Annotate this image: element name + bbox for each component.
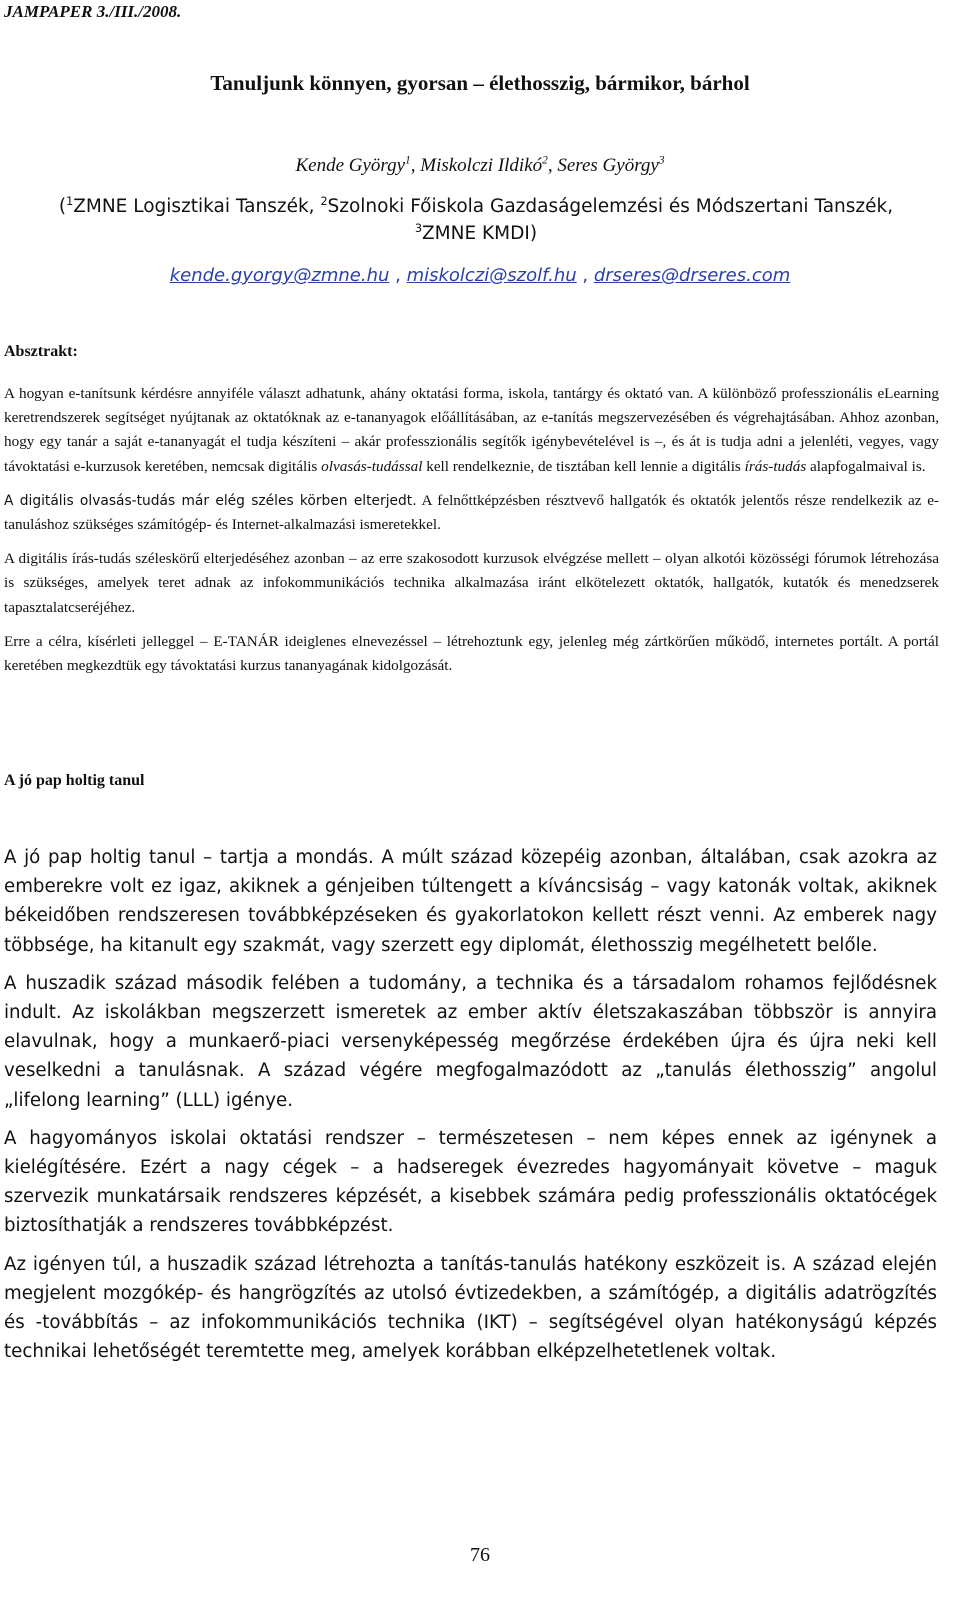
author-emails (0, 265, 960, 286)
body-paragraph: Az igényen túl, a huszadik század létrehozta a tanítás-tanulás hatékony eszközeit is. A század elején megjelent mozgókép- és hangrögzítés az utolsó évtizedekben, a számítógép, a digitális adatrögzítés és -továbbítás – az infokommunikációs technika (IKT) – segítségével olyan hatékonyságú képzés technikai lehetőségét teremtette meg, amelyek korábban elképzelhetetlenek voltak. (4, 1253, 937, 1363)
affiliation-text: ZMNE Logisztikai Tanszék, (73, 196, 321, 217)
abstract-paragraph: A digitális írás-tudás széleskörű elterjedéséhez azonban – az erre szakosodott kurzusok elvégzése mellett – olyan alkotói közösségi fórumok létrehozása is szükséges, amelyek teret adnak az infokommunikációs technika alkalmazása iránt elkötelezett oktatók, hallgatók, kutatók és menedzserek tapasztalatcseréjéhez. (4, 550, 939, 616)
abstract-body (4, 382, 939, 688)
email-separator: , (389, 265, 407, 286)
author-separator: , (410, 155, 421, 176)
author-name: Miskolczi Ildikó (420, 155, 543, 176)
author-affiliation-mark: 2 (542, 154, 548, 167)
abstract-text: alapfogalmaival is. (806, 457, 926, 475)
affiliation-text: ZMNE KMDI) (422, 223, 538, 244)
email-link-kende[interactable]: kende.gyorgy@zmne.hu (169, 265, 390, 286)
section-heading: A jó pap holtig tanul (4, 772, 145, 789)
affiliation-mark: 3 (414, 221, 422, 235)
email-link-miskolczi[interactable]: miskolczi@szolf.hu (406, 265, 577, 286)
abstract-text: kell rendelkeznie, de tisztában kell lennie a digitális (422, 457, 745, 475)
author-affiliation-mark: 3 (658, 154, 665, 167)
email-separator: , (576, 265, 594, 286)
author-separator: , (547, 155, 558, 176)
affiliation-paren: ( (58, 196, 67, 217)
affiliation-mark: 1 (66, 194, 74, 208)
paper-title: Tanuljunk könnyen, gyorsan – élethosszig, bármikor, bárhol (210, 71, 750, 95)
page-number: 76 (470, 1544, 490, 1566)
abstract-paragraph: Erre a célra, kísérleti jelleggel – E-TANÁR ideiglenes elnevezéssel – létrehoztunk egy, jelenleg még zártkörűen működő, internetes portált. A portál keretében megkezdtük egy távoktatási kurzus tananyagának kidolgozását. (4, 632, 939, 675)
body-paragraph: A jó pap holtig tanul – tartja a mondás. A múlt század közepéig azonban, általában, csak azokra az emberekre volt ez igaz, akiknek a génjeiben túltengett a kíváncsiság – vagy katonák voltak, akiknek békeidőben rendszeresen továbbképzéseken és gyakorlatokon kellett részt venni. Az emberek nagy többsége, ha kitanult egy szakmát, vagy szerzett egy diplomát, élethosszig megélhetett belőle. (4, 847, 937, 956)
section-body (4, 843, 937, 1375)
abstract-heading: Absztrakt: (4, 343, 78, 360)
abstract-text: A digitális olvasás-tudás már elég széles körben elterjedt. (4, 492, 417, 509)
author-list (0, 155, 960, 177)
abstract-text: A felnőttképzésben résztvevő hallgatók és oktatók jelentős része rendelkezik az e-tanuláshoz szükséges számítógép- és Internet-alkalmazási ismeretekkel. (4, 491, 939, 534)
affiliation-mark: 2 (320, 194, 328, 208)
abstract-paragraph (4, 489, 939, 537)
affiliations (6, 193, 946, 247)
body-paragraph: A huszadik század második felében a tudomány, a technika és a társadalom rohamos fejlődésnek indult. Az iskolákban megszerzett ismeretek az ember aktív életszakaszában többször is annyira elavulnak, hogy a munkaerő-piaci versenyképesség megőrzése érdekében újra és újra neki kell veselkedni a tanulásnak. A század végére megfogalmazódott az „tanulás élethosszig” angolul „lifelong learning” (LLL) igénye. (4, 972, 937, 1111)
abstract-text: A hogyan e-tanítsunk kérdésre annyiféle választ adhatunk, ahány oktatási forma, iskola, tantárgy és oktató van. A különböző professzionális eLearning keretrendszerek segítséget nyújtanak az oktatóknak az e-tananyagok előállításában, az e-tanítás megszervezésében és végrehajtásában. Ahhoz azonban, hogy egy tanár a saját e-tananyagát el tudja készíteni – akár professzionális segítők igénybevételével is –, és át is tudja adni a jelenléti, vegyes, vagy távoktatási e-kurzusok keretében, nemcsak digitális (4, 385, 939, 475)
affiliation-text: Szolnoki Főiskola Gazdaságelemzési és Módszertani Tanszék, (327, 196, 894, 217)
body-paragraph: A hagyományos iskolai oktatási rendszer – természetesen – nem képes ennek az igénynek a kielégítésére. Ezért a nagy cégek – a hadseregek évezredes hagyományait követve – maguk szervezik munkatársaik rendszeres képzését, a kisebbek számára pedig professzionális oktatócégek biztosíthatják a rendszeres továbbképzést. (4, 1127, 937, 1237)
abstract-emphasis: írás-tudás (744, 457, 807, 475)
author-affiliation-mark: 1 (405, 154, 411, 167)
email-link-seres[interactable]: drseres@drseres.com (593, 265, 791, 286)
abstract-emphasis: olvasás-tudással (321, 457, 423, 475)
author-name: Kende György (295, 155, 406, 176)
author-name: Seres György (557, 155, 659, 176)
abstract-paragraph (4, 382, 939, 479)
journal-header: JAMPAPER 3./III./2008. (4, 2, 182, 21)
